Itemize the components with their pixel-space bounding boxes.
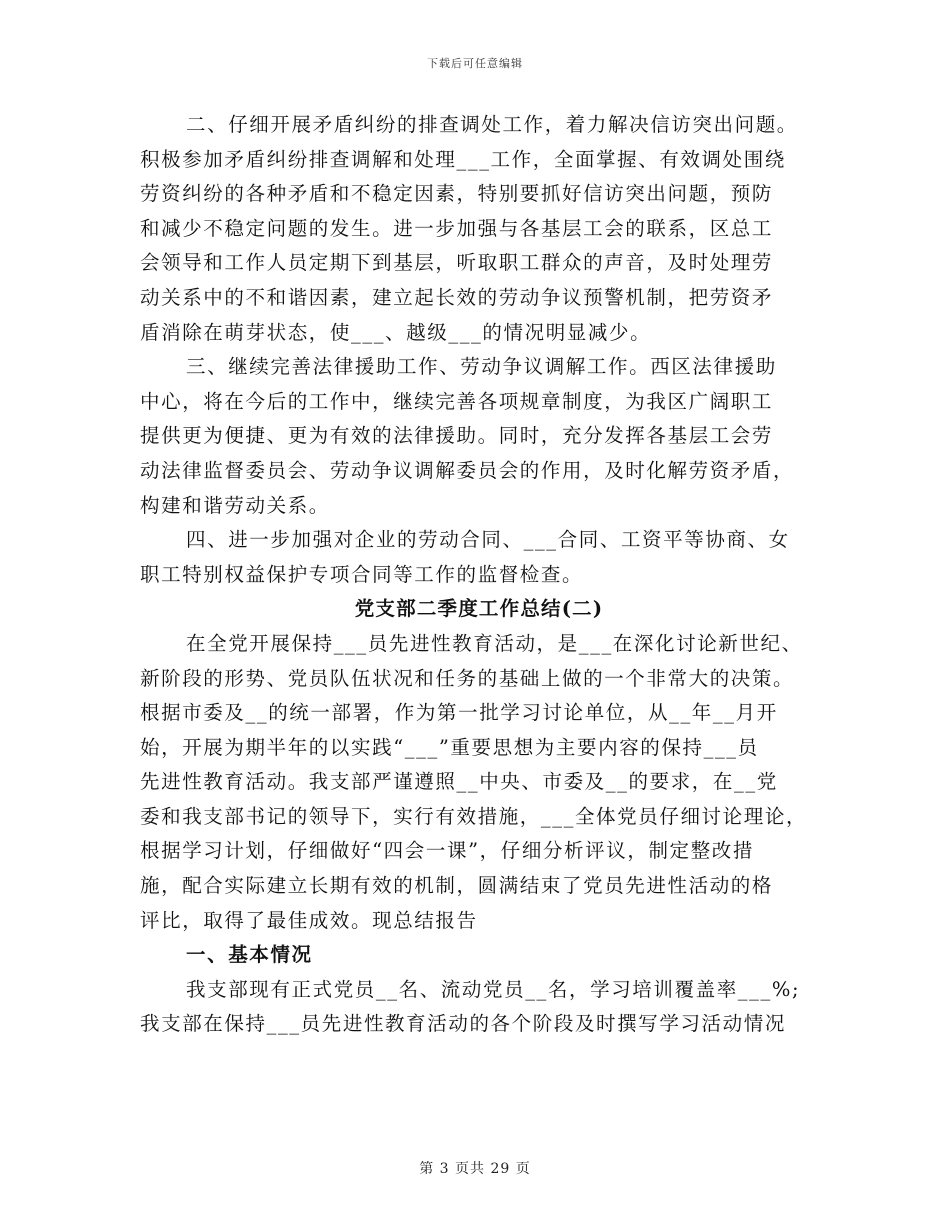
- paragraph-line: 劳资纠纷的各种矛盾和不稳定因素，特别要抓好信访突出问题，预防: [140, 182, 774, 206]
- paragraph-line: 三、继续完善法律援助工作、劳动争议调解工作。西区法律援助: [186, 355, 777, 379]
- paragraph-line: 盾消除在萌芽状态，使___、越级___的情况明显减少。: [140, 320, 652, 344]
- page-footer: 第 3 页共 29 页: [419, 1161, 531, 1177]
- paragraph-line: 四、进一步加强对企业的劳动合同、___合同、工资平等协商、女: [186, 528, 790, 552]
- paragraph-line: 二、仔细开展矛盾纠纷的排查调处工作，着力解决信访突出问题。: [186, 113, 798, 136]
- paragraph-line: 中心，将在今后的工作中，继续完善各项规章制度，为我区广阔职工: [140, 389, 774, 413]
- paragraph-line: 先进性教育活动。我支部严谨遵照__中央、市委及__的要求，在__党: [140, 770, 778, 794]
- paragraph-line: 始，开展为期半年的以实践“___”重要思想为主要内容的保持___员: [140, 735, 759, 759]
- paragraph-line: 新阶段的形势、党员队伍状况和任务的基础上做的一个非常大的决策。: [140, 666, 795, 690]
- paragraph-line: 会领导和工作人员定期下到基层，听取职工群众的声音，及时处理劳: [140, 251, 774, 275]
- paragraph-line: 提供更为便捷、更为有效的法律援助。同时，充分发挥各基层工会劳: [140, 424, 774, 448]
- paragraph-line: 我支部现有正式党员__名、流动党员__名，学习培训覆盖率___%;: [186, 977, 801, 1001]
- subsection-heading: 一、基本情况: [186, 943, 313, 967]
- paragraph-line: 委和我支部书记的领导下，实行有效措施，___全体党员仔细讨论理论，: [140, 804, 808, 828]
- paragraph-line: 动关系中的不和谐因素，建立起长效的劳动争议预警机制，把劳资矛: [140, 285, 774, 309]
- section-title: 党支部二季度工作总结(二): [354, 597, 604, 621]
- paragraph-line: 动法律监督委员会、劳动争议调解委员会的作用，及时化解劳资矛盾，: [140, 458, 795, 482]
- page-header: 下载后可任意编辑: [427, 57, 523, 70]
- paragraph-line: 根据学习计划，仔细做好“四会一课”，仔细分析评议，制定整改措: [140, 839, 754, 863]
- paragraph-line: 在全党开展保持___员先进性教育活动，是___在深化讨论新世纪、: [186, 631, 803, 655]
- paragraph-line: 施，配合实际建立长期有效的机制，圆满结束了党员先进性活动的格: [140, 874, 774, 898]
- paragraph-line: 评比，取得了最佳成效。现总结报告: [140, 908, 478, 932]
- paragraph-line: 和减少不稳定问题的发生。进一步加强与各基层工会的联系，区总工: [140, 216, 774, 240]
- paragraph-line: 根据市委及__的统一部署，作为第一批学习讨论单位，从__年__月开: [140, 701, 778, 725]
- paragraph-line: 构建和谐劳动关系。: [140, 493, 330, 517]
- paragraph-line: 职工特别权益保护专项合同等工作的监督检查。: [140, 562, 584, 586]
- document-body: [140, 108, 818, 1042]
- paragraph-line: 积极参加矛盾纠纷排查调解和处理___工作，全面掌握、有效调处围绕: [140, 147, 786, 171]
- paragraph-line: 我支部在保持___员先进性教育活动的各个阶段及时撰写学习活动情况: [140, 1012, 786, 1036]
